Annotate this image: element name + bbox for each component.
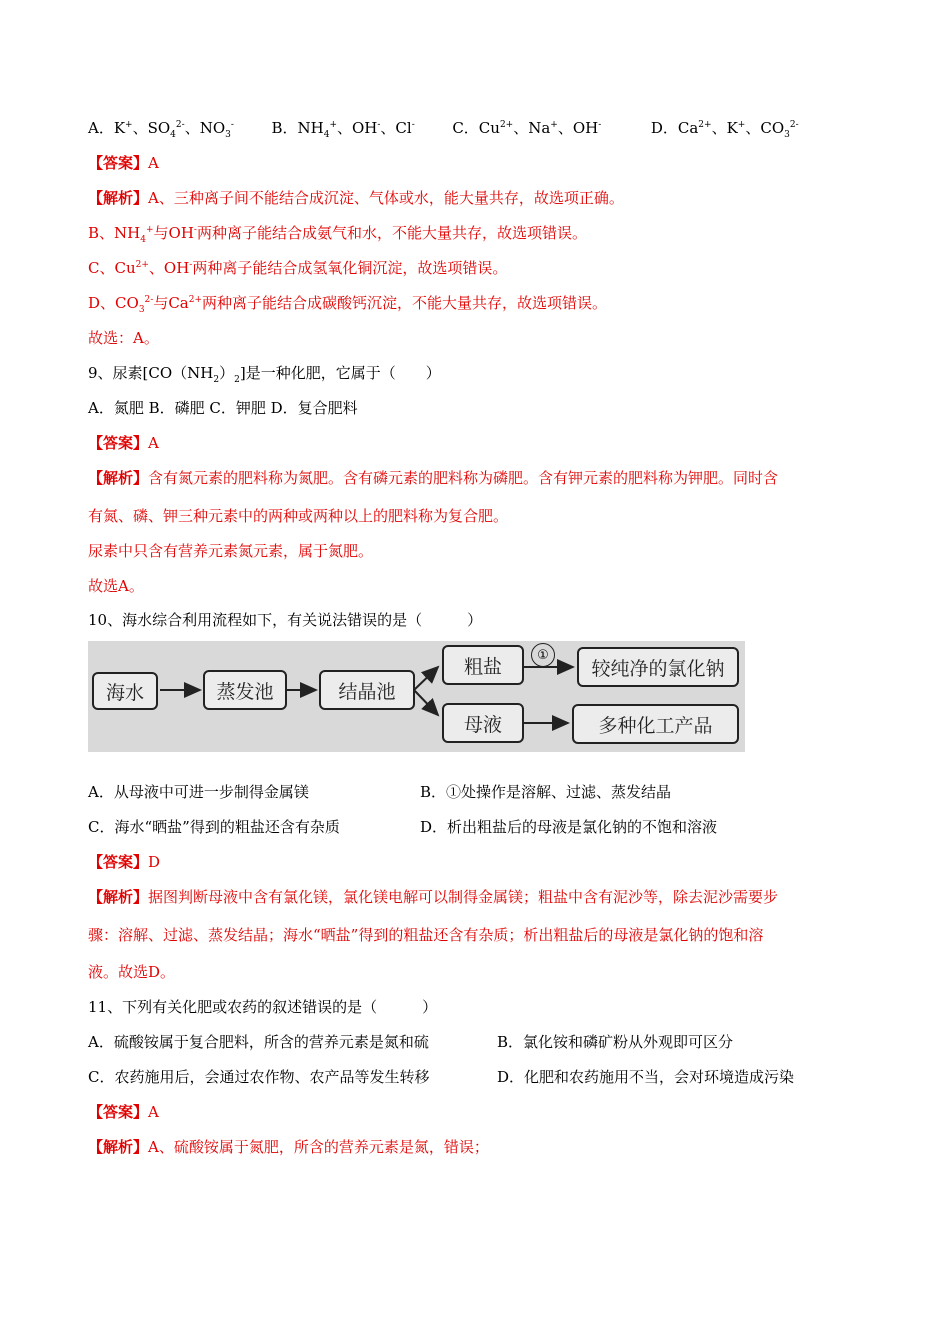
q8-option-c: C．$Cu^{2+}$、Na+、OH- xyxy=(452,119,602,137)
step-one-marker: ① xyxy=(531,643,555,667)
mother-liquor-box: 母液 xyxy=(442,703,524,743)
q9-analysis-3: 尿素中只含有营养元素氮元素，属于氮肥。 xyxy=(88,542,374,560)
q10-analysis-2: 骤：溶解、过滤、蒸发结晶；海水“晒盐”得到的粗盐还含有杂质；析出粗盐后的母液是氯化钠的饱和溶 xyxy=(88,926,764,944)
q11-answer: 【答案】A xyxy=(88,1103,159,1121)
chemical-products-box: 多种化工产品 xyxy=(572,704,739,744)
q8-analysis-1: 【解析】A、三种离子间不能结合成沉淀、气体或水，能大量共存，故选项正确。 xyxy=(88,189,624,207)
q9-answer: 【答案】A xyxy=(88,434,159,452)
q9-conclusion: 故选A。 xyxy=(88,577,144,595)
q10-stem: 10、海水综合利用流程如下，有关说法错误的是（ ） xyxy=(88,611,483,629)
pure-nacl-box: 较纯净的氯化钠 xyxy=(577,647,739,687)
q11-option-a: A．硫酸铵属于复合肥料，所含的营养元素是氮和硫 xyxy=(88,1033,429,1051)
crystallization-pond-box: 结晶池 xyxy=(319,670,415,710)
evaporation-pond-box: 蒸发池 xyxy=(203,670,287,710)
crude-salt-box: 粗盐 xyxy=(442,645,524,685)
q11-analysis-1: 【解析】A、硫酸铵属于氮肥，所含的营养元素是氮，错误； xyxy=(88,1138,489,1156)
q11-option-b: B．氯化铵和磷矿粉从外观即可区分 xyxy=(497,1033,734,1051)
q9-stem: 9、尿素$[CO(NH_2)_2]$是一种化肥，它属于（ ） xyxy=(88,364,441,385)
q8-conclusion: 故选：A。 xyxy=(88,329,159,347)
q8-analysis-4: D、$CO_3^{2-}$与$Ca^{2+}$两种离子能结合成碳酸钙沉淀，不能大量共存，故选项错误。 xyxy=(88,294,608,315)
q10-analysis-1: 【解析】据图判断母液中含有氯化镁，氯化镁电解可以制得金属镁；粗盐中含有泥沙等，除去泥沙需要步 xyxy=(88,888,779,906)
q8-option-d: D．$Ca^{2+}$、K+、$CO_3^{2-}$ xyxy=(650,119,799,140)
q8-analysis-3: C、$Cu^{2+}$、OH-两种离子能结合成氢氧化铜沉淀，故选项错误。 xyxy=(88,259,508,277)
seawater-box: 海水 xyxy=(92,672,158,710)
q10-analysis-3: 液。故选D。 xyxy=(88,963,176,981)
q10-option-a: A．从母液中可进一步制得金属镁 xyxy=(88,783,309,801)
q9-analysis-1: 【解析】含有氮元素的肥料称为氮肥。含有磷元素的肥料称为磷肥。含有钾元素的肥料称为钾肥。同时含 xyxy=(88,469,779,487)
seawater-flow-diagram xyxy=(88,641,745,752)
q8-option-b: B．$NH_4^+$、OH-、Cl- xyxy=(271,119,415,140)
q8-options xyxy=(88,118,799,138)
q8-answer: 【答案】A xyxy=(88,154,159,172)
q11-stem: 11、下列有关化肥或农药的叙述错误的是（ ） xyxy=(88,998,438,1016)
q8-option-a: A．K+、$SO_4^{2-}$、$NO_3^-$ xyxy=(88,119,234,140)
q10-option-b: B．①处操作是溶解、过滤、蒸发结晶 xyxy=(420,783,672,801)
q9-options: A．氮肥 B．磷肥 C．钾肥 D．复合肥料 xyxy=(88,399,358,417)
q10-option-c: C．海水“晒盐”得到的粗盐还含有杂质 xyxy=(88,818,340,836)
q10-option-d: D．析出粗盐后的母液是氯化钠的不饱和溶液 xyxy=(420,818,718,836)
q11-option-c: C．农药施用后，会通过农作物、农产品等发生转移 xyxy=(88,1068,430,1086)
q11-option-d: D．化肥和农药施用不当，会对环境造成污染 xyxy=(497,1068,795,1086)
q9-analysis-2: 有氮、磷、钾三种元素中的两种或两种以上的肥料称为复合肥。 xyxy=(88,507,509,525)
q8-analysis-2: B、$NH_4^+$与OH-两种离子能结合成氨气和水，不能大量共存，故选项错误。 xyxy=(88,224,587,245)
q10-answer: 【答案】D xyxy=(88,853,161,871)
